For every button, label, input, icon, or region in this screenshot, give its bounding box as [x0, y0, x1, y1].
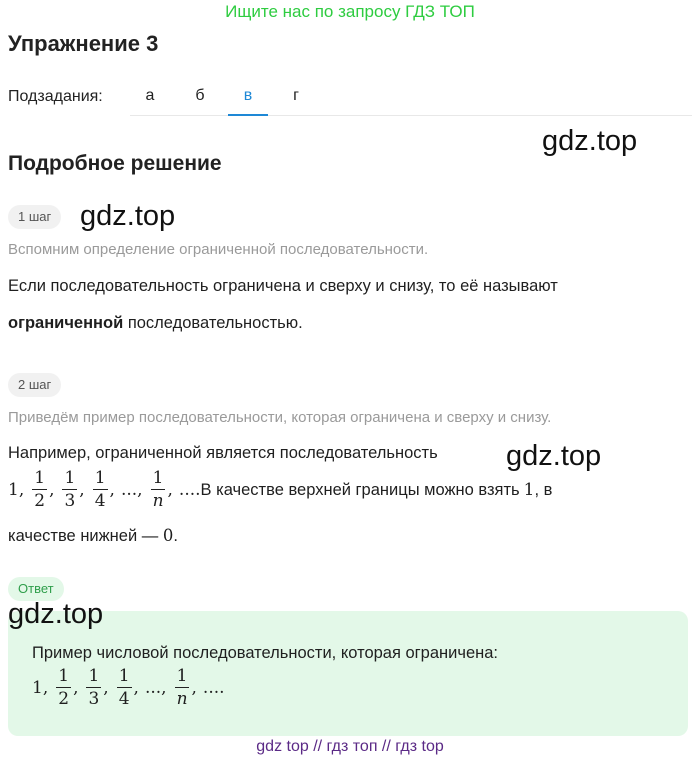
- promo-banner[interactable]: Ищите нас по запросу ГДЗ ТОП: [225, 2, 475, 21]
- seq-ellipsis: ...,: [144, 678, 167, 698]
- step-text: Если последовательность ограничена и сверху и снизу, то её называют: [8, 277, 558, 295]
- answer-text: Пример числовой последовательности, которая ограничена:: [32, 644, 499, 662]
- fraction: $\frac{1}{2}$: [34, 468, 46, 511]
- section-title: Подробное решение: [8, 152, 222, 175]
- tab-a[interactable]: а: [145, 87, 155, 104]
- tab-b[interactable]: б: [195, 87, 205, 104]
- sequence-formula: 1, $\frac{1}{2}$ , $\frac{1}{3}$ , $\frac{1}{4}$ , ..., $\frac{1}{n}$ , .... В качестве верхней границы можно взять 1 , в: [8, 468, 553, 511]
- fraction: $\frac{1}{n}$: [176, 666, 188, 709]
- step-text: В качестве верхней границы можно взять: [200, 480, 520, 499]
- step-badge: 2 шаг: [8, 373, 61, 397]
- seq-ellipsis: ...,: [120, 480, 143, 500]
- fraction: $\frac{1}{3}$: [88, 666, 100, 709]
- seq-tail: ....: [202, 678, 225, 698]
- step-hint: Приведём пример последовательности, которая ограничена и сверху и снизу.: [8, 409, 552, 426]
- subtasks-bar: [8, 84, 692, 118]
- step-text-rest: последовательностью.: [123, 314, 303, 332]
- seq-first: 1,: [32, 678, 49, 698]
- page-title: Упражнение 3: [8, 31, 159, 56]
- fraction: $\frac{1}{4}$: [94, 468, 106, 511]
- step-text: [8, 526, 178, 546]
- answer-sequence-formula: 1, $\frac{1}{2}$ , $\frac{1}{3}$ , $\frac{1}{4}$ , ..., $\frac{1}{n}$ , ....: [32, 666, 225, 709]
- step-badge: 1 шаг: [8, 205, 61, 229]
- footer-links[interactable]: gdz top // гдз топ // гдз top: [256, 738, 444, 755]
- bold-term: ограниченной: [8, 314, 124, 332]
- upper-bound: 1: [523, 480, 535, 500]
- seq-first: 1,: [8, 480, 25, 500]
- step-text: [8, 313, 303, 333]
- tab-v[interactable]: в: [228, 84, 268, 116]
- step-text: , в: [534, 480, 553, 499]
- lower-bound: 0: [162, 526, 174, 545]
- watermark-logo: gdz.top: [506, 440, 602, 472]
- step-text: Например, ограниченной является последовательность: [8, 444, 438, 462]
- seq-tail: ....: [178, 480, 201, 500]
- answer-badge: Ответ: [8, 577, 64, 601]
- fraction: $\frac{1}{4}$: [118, 666, 130, 709]
- fraction: $\frac{1}{2}$: [58, 666, 70, 709]
- watermark-logo: gdz.top: [80, 200, 176, 232]
- step-text-part: качестве нижней —: [8, 527, 163, 545]
- subtask-tabs: [130, 84, 692, 116]
- fraction: $\frac{1}{3}$: [64, 468, 76, 511]
- subtasks-label: Подзадания:: [8, 88, 103, 105]
- watermark-logo: gdz.top: [8, 598, 104, 630]
- tab-g[interactable]: г: [293, 87, 299, 104]
- step-hint: Вспомним определение ограниченной последовательности.: [8, 241, 429, 258]
- watermark-logo: gdz.top: [542, 125, 638, 157]
- period: .: [173, 527, 178, 545]
- fraction: $\frac{1}{n}$: [152, 468, 164, 511]
